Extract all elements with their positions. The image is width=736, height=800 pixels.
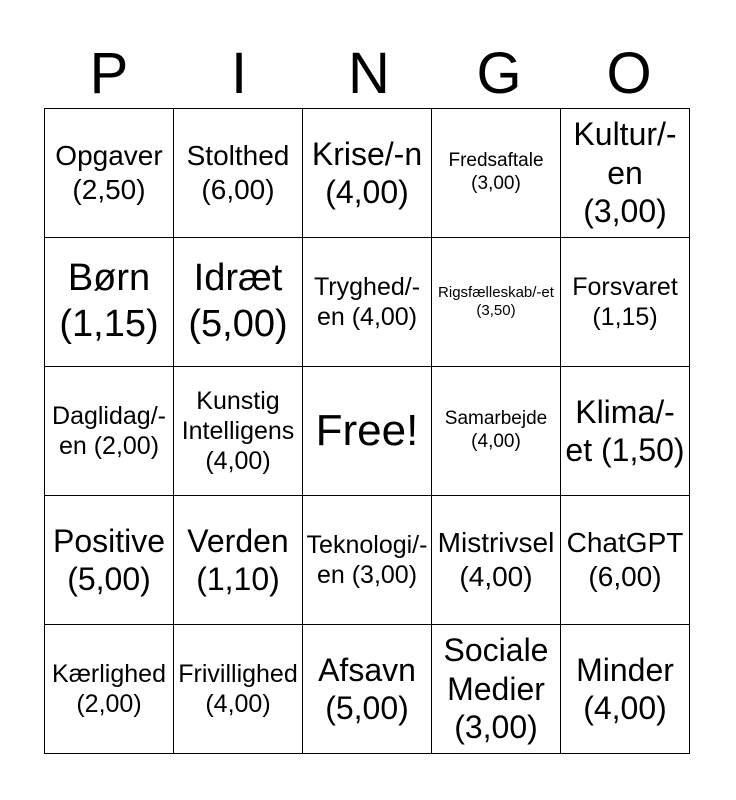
header-letter-p: P xyxy=(89,41,129,106)
bingo-cell[interactable]: Stolthed (6,00) xyxy=(174,109,303,238)
bingo-cell[interactable]: Afsavn (5,00) xyxy=(303,625,432,754)
board-row xyxy=(45,496,690,625)
bingo-cell[interactable]: Teknologi/-en (3,00) xyxy=(303,496,432,625)
bingo-cell[interactable]: Minder (4,00) xyxy=(561,625,690,754)
bingo-cell[interactable]: Positive (5,00) xyxy=(45,496,174,625)
board-row xyxy=(45,625,690,754)
bingo-cell[interactable]: Fredsaftale (3,00) xyxy=(432,109,561,238)
bingo-cell[interactable]: Mistrivsel (4,00) xyxy=(432,496,561,625)
bingo-cell[interactable]: Klima/-et (1,50) xyxy=(561,367,690,496)
bingo-cell[interactable]: Idræt (5,00) xyxy=(174,238,303,367)
bingo-cell[interactable]: Kultur/-en (3,00) xyxy=(561,109,690,238)
bingo-cell[interactable]: Kunstig Intelligens (4,00) xyxy=(174,367,303,496)
board-row xyxy=(45,238,690,367)
header-letter-g: G xyxy=(476,41,522,106)
bingo-cell[interactable]: Tryghed/-en (4,00) xyxy=(303,238,432,367)
bingo-cell[interactable]: Daglidag/-en (2,00) xyxy=(45,367,174,496)
bingo-board xyxy=(44,108,690,754)
free-cell[interactable]: Free! xyxy=(303,367,432,496)
bingo-cell[interactable]: Kærlighed (2,00) xyxy=(45,625,174,754)
board-row xyxy=(45,109,690,238)
bingo-header xyxy=(44,40,694,108)
header-letter-n: N xyxy=(348,41,390,106)
bingo-cell[interactable]: Rigsfælleskab/-et (3,50) xyxy=(432,238,561,367)
bingo-cell[interactable]: Børn (1,15) xyxy=(45,238,174,367)
bingo-cell[interactable]: Forsvaret (1,15) xyxy=(561,238,690,367)
bingo-cell[interactable]: Krise/-n (4,00) xyxy=(303,109,432,238)
bingo-cell[interactable]: Frivillighed (4,00) xyxy=(174,625,303,754)
bingo-cell[interactable]: Verden (1,10) xyxy=(174,496,303,625)
bingo-cell[interactable]: Opgaver (2,50) xyxy=(45,109,174,238)
header-letter-o: O xyxy=(606,41,652,106)
header-letter-i: I xyxy=(230,41,248,106)
bingo-cell[interactable]: Sociale Medier (3,00) xyxy=(432,625,561,754)
bingo-cell[interactable]: Samarbejde (4,00) xyxy=(432,367,561,496)
board-row xyxy=(45,367,690,496)
bingo-cell[interactable]: ChatGPT (6,00) xyxy=(561,496,690,625)
